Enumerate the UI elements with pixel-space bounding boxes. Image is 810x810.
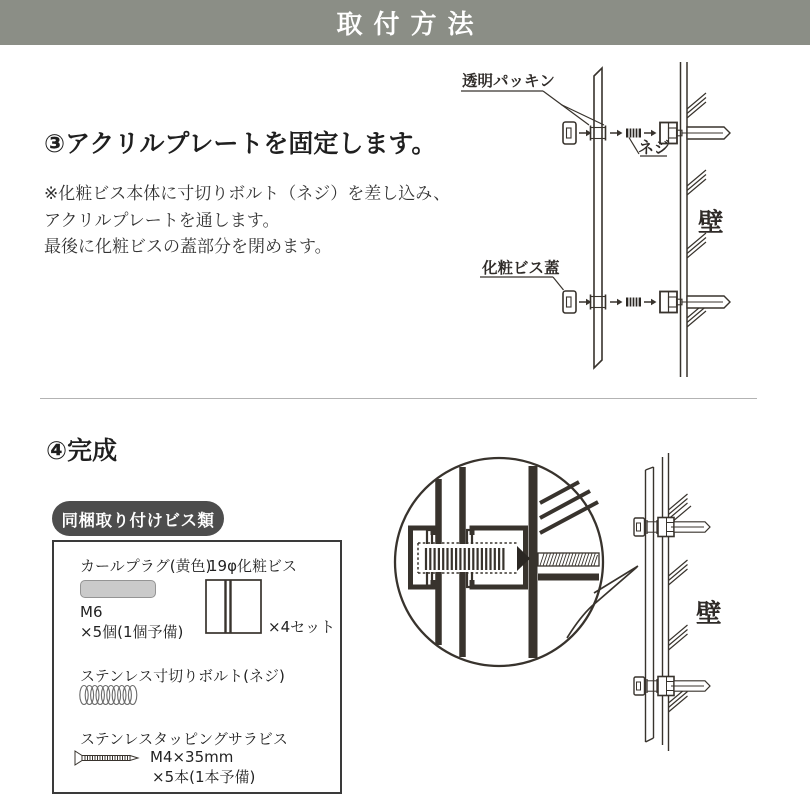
- acrylic-plate: [594, 68, 602, 368]
- part-size-tapping-screw: M4×35mm: [150, 748, 234, 766]
- part-name-threaded-bolt: ステンレス寸切りボルト(ネジ): [80, 667, 285, 685]
- step3-line1: ※化粧ビス本体に寸切りボルト（ネジ）を差し込み、: [44, 184, 451, 204]
- part-size-wall-plug: M6: [80, 603, 103, 621]
- page-header: [0, 0, 810, 45]
- step4-diagram: [380, 445, 800, 757]
- step3-line2: アクリルプレートを通します。: [44, 210, 280, 231]
- step4-heading: ④完成: [46, 436, 118, 465]
- label-wall-bottom: 壁: [696, 599, 722, 629]
- part-qty-wall-plug: ×5個(1個予備): [80, 623, 184, 641]
- step3-description: [44, 181, 450, 261]
- page-title: 取付方法: [336, 10, 485, 40]
- step3-heading: ③アクリルプレートを固定します。: [44, 129, 437, 158]
- included-parts-box: [52, 540, 342, 794]
- label-transparent-packing: 透明パッキン: [462, 72, 555, 90]
- label-screw: ネジ: [638, 138, 671, 157]
- part-qty-tapping-screw: ×5本(1本予備): [152, 768, 256, 786]
- tapping-screw-illustration: [72, 750, 144, 766]
- decorative-screw-illustration: [205, 579, 263, 635]
- label-wall-top: 壁: [698, 208, 724, 238]
- step3-line3: 最後に化粧ビスの蓋部分を閉めます。: [44, 237, 332, 257]
- wall-lines: [681, 62, 688, 377]
- part-qty-deco-screw: ×4セット: [268, 618, 336, 636]
- part-name-deco-screw: 19φ化粧ビス: [208, 557, 297, 575]
- part-name-wall-plug: カールプラグ(黄色): [80, 557, 212, 575]
- threaded-bolt-illustration: [78, 683, 140, 707]
- included-parts-badge: 同梱取り付けビス類: [52, 501, 224, 536]
- wall-plug-illustration: [80, 580, 156, 598]
- label-screw-cover: 化粧ビス蓋: [482, 259, 560, 277]
- step3-diagram: [440, 50, 810, 395]
- part-name-tapping-screw: ステンレスタッピングサラビス: [80, 730, 288, 748]
- section-divider: [40, 398, 757, 399]
- screw-assembly-bottom: [563, 291, 730, 313]
